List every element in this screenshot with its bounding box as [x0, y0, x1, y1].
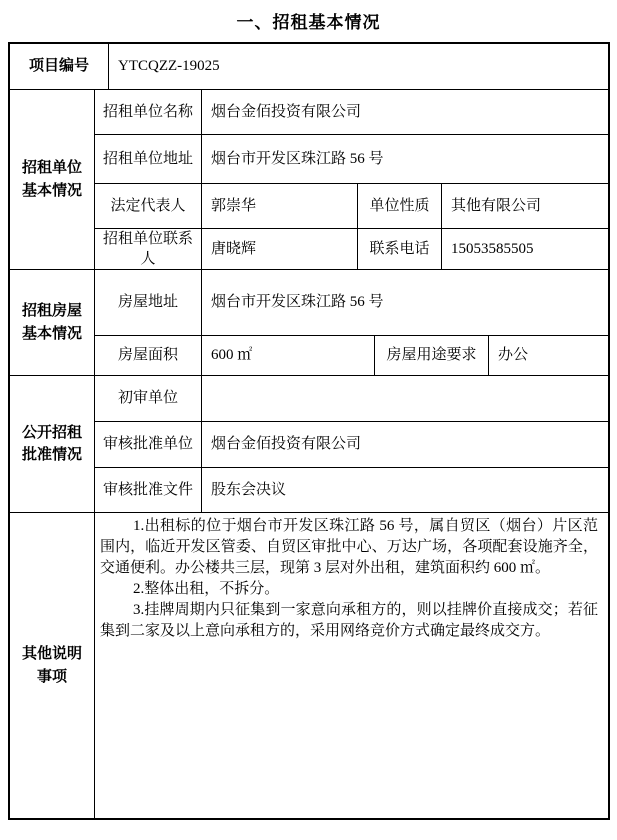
note-paragraph-1: 1.出租标的位于烟台市开发区珠江路 56 号，属自贸区（烟台）片区范围内，临近开发区管委、自贸区审批中心、万达广场，各项配套设施齐全，交通便利。办公楼共三层，现第 3 层对外出租，建筑面积约 600 ㎡。 [100, 518, 598, 576]
note-paragraph-2: 2.整体出租，不拆分。 [133, 581, 280, 597]
row-house-address [95, 270, 608, 336]
house-address-value: 烟台市开发区珠江路 56 号 [211, 294, 384, 311]
unit-contact-label: 招租单位联系人 [95, 229, 202, 269]
project-number-label: 项目编号 [10, 44, 109, 89]
unit-name-label: 招租单位名称 [95, 90, 202, 134]
row-legal-rep [95, 184, 608, 229]
house-area-value: 600 ㎡ [202, 336, 375, 375]
house-use-label: 房屋用途要求 [375, 336, 489, 375]
unit-nature-value: 其他有限公司 [451, 197, 542, 214]
row-unit-address [95, 135, 608, 184]
house-use-value: 办公 [498, 347, 529, 364]
house-area-label: 房屋面积 [95, 336, 202, 375]
approval-doc-value: 股东会决议 [211, 481, 287, 498]
section-unit-info [10, 90, 608, 270]
house-address-label: 房屋地址 [95, 270, 202, 335]
row-approval-unit [95, 422, 608, 468]
approval-unit-value: 烟台金佰投资有限公司 [211, 436, 362, 453]
pre-review-unit-label: 初审单位 [95, 376, 202, 421]
section-other-notes [10, 513, 608, 818]
doc-title: 一、招租基本情况 [236, 13, 381, 32]
note-paragraph-3: 3.挂牌周期内只征集到一家意向承租方的，则以挂牌价直接成交；若征集到二家及以上意向承租方的，采用网络竞价方式确定最终成交方。 [100, 602, 598, 639]
unit-name-value: 烟台金佰投资有限公司 [211, 103, 362, 120]
contact-phone-value: 15053585505 [451, 240, 534, 257]
approval-doc-label: 审核批准文件 [95, 468, 202, 512]
section-approval-info-header: 公开招租批准情况 [10, 376, 95, 512]
approval-unit-label: 审核批准单位 [95, 422, 202, 467]
section-approval-info [10, 376, 608, 513]
unit-address-label: 招租单位地址 [95, 135, 202, 183]
row-unit-contact [95, 229, 608, 269]
project-number-value: YTCQZZ-19025 [118, 58, 220, 75]
row-house-area [95, 336, 608, 375]
leasing-info-table [8, 42, 610, 820]
row-pre-review-unit [95, 376, 608, 422]
legal-rep-value: 郭崇华 [202, 184, 358, 228]
row-approval-doc [95, 468, 608, 512]
unit-nature-label: 单位性质 [358, 184, 442, 228]
row-unit-name [95, 90, 608, 135]
unit-contact-value: 唐晓辉 [202, 229, 358, 269]
section-unit-info-header: 招租单位基本情况 [10, 90, 95, 269]
section-house-info [10, 270, 608, 376]
other-notes-content [95, 513, 608, 818]
legal-rep-label: 法定代表人 [95, 184, 202, 228]
contact-phone-label: 联系电话 [358, 229, 442, 269]
pre-review-unit-value [202, 376, 608, 421]
section-other-notes-header: 其他说明事项 [10, 513, 95, 818]
unit-address-value: 烟台市开发区珠江路 56 号 [211, 150, 384, 167]
section-house-info-header: 招租房屋基本情况 [10, 270, 95, 375]
row-project-number [10, 44, 608, 90]
